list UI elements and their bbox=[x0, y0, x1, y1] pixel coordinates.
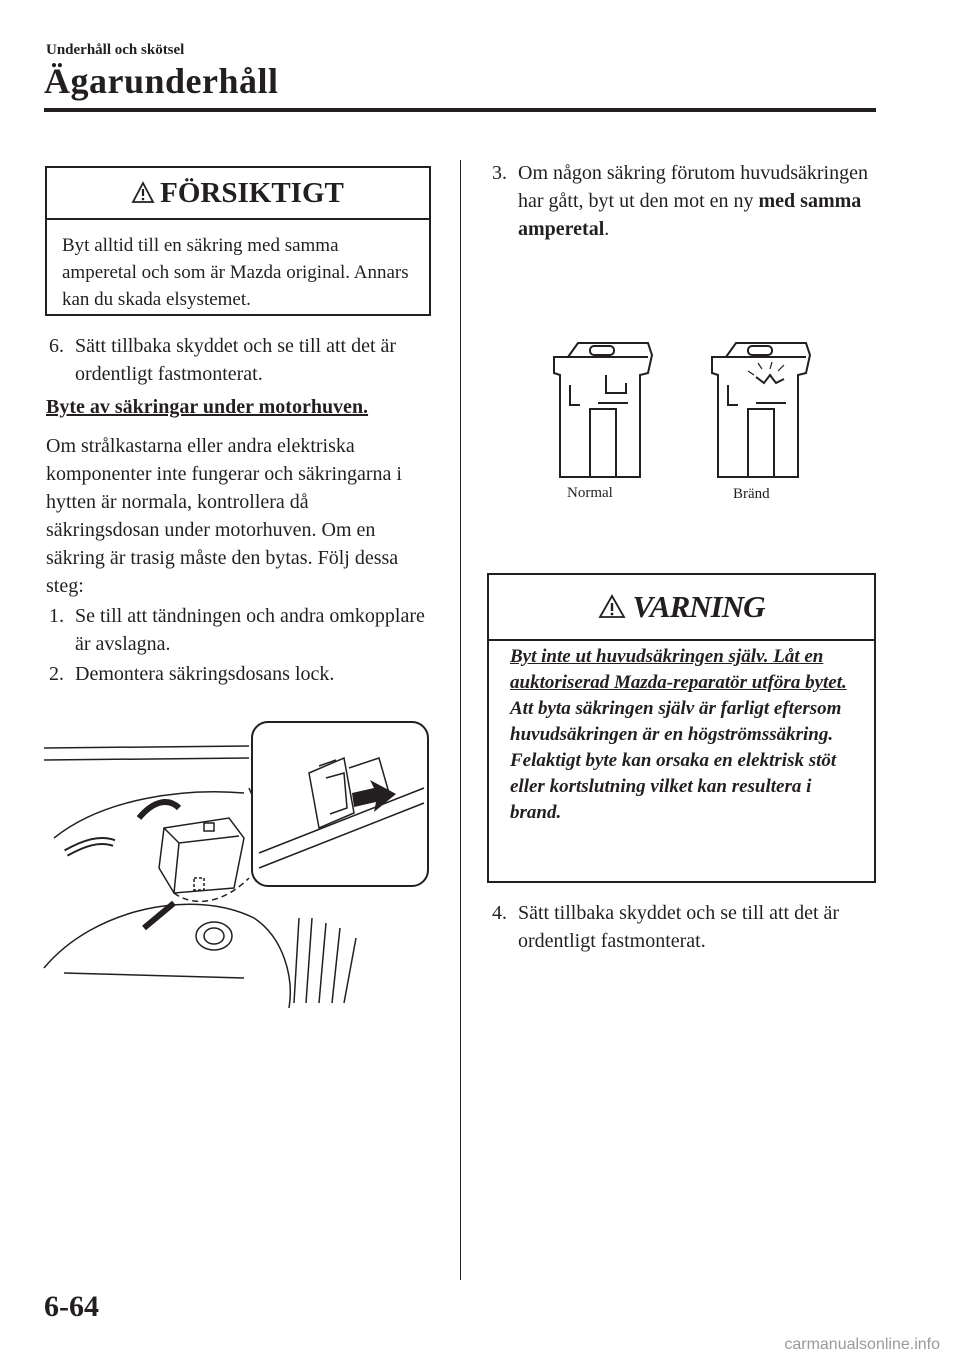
step-1 bbox=[49, 602, 429, 658]
warning-box bbox=[487, 573, 876, 883]
step-2-text: Demontera säkringsdosans lock. bbox=[75, 663, 335, 685]
step-3-bold-text: med samma amperetal bbox=[518, 190, 862, 240]
intro-paragraph: Om strålkastarna eller andra elektriska komponenter inte fungerar och säkringarna i hytten är normala, kontrollera då säkringsdosan under motorhuven. Om en säkring är trasig måste den bytas. Följ dessa steg: bbox=[46, 435, 402, 597]
caution-box bbox=[45, 166, 431, 316]
column-divider bbox=[460, 160, 461, 1280]
step-2 bbox=[49, 660, 429, 688]
page-number: 6-64 bbox=[44, 1290, 99, 1323]
warning-heading: VARNING bbox=[632, 589, 765, 624]
caution-heading: FÖRSIKTIGT bbox=[160, 176, 344, 209]
step-1-text: Se till att tändningen och andra omkopplare är avslagna. bbox=[75, 605, 425, 655]
caution-header bbox=[47, 168, 429, 220]
step-4-text: Sätt tillbaka skyddet och se till att det är ordentligt fastmonterat. bbox=[518, 902, 840, 952]
step-1-number: 1. bbox=[49, 605, 64, 627]
step-3-number: 3. bbox=[492, 162, 507, 184]
normal-fuse-illustration bbox=[548, 335, 658, 485]
fuse-replacement-subheading: Byte av säkringar under motorhuven. bbox=[46, 396, 369, 418]
step-2-number: 2. bbox=[49, 663, 64, 685]
caution-warning-icon bbox=[132, 182, 154, 204]
step-6 bbox=[49, 332, 429, 388]
step-4-number: 4. bbox=[492, 902, 507, 924]
normal-fuse-label: Normal bbox=[567, 485, 613, 501]
title-rule bbox=[44, 108, 876, 112]
blown-fuse-label: Bränd bbox=[733, 486, 770, 502]
step-4 bbox=[492, 899, 872, 955]
section-label: Underhåll och skötsel bbox=[46, 42, 185, 58]
blown-fuse-illustration bbox=[706, 335, 816, 485]
step-3-text: Om någon säkring förutom huvudsäkringen har gått, byt ut den mot en ny bbox=[518, 162, 868, 212]
chapter-title: Ägarunderhåll bbox=[44, 61, 279, 101]
warning-header bbox=[489, 575, 874, 641]
step-6-text: Sätt tillbaka skyddet och se till att det är ordentligt fastmonterat. bbox=[75, 335, 397, 385]
warning-text: Att byta säkringen själv är farligt eftersom huvudsäkringen är en högströmssäkring. Felaktigt byte kan orsaka en elektrisk stöt eller kortslutning vilket kan resultera i brand. bbox=[510, 698, 842, 823]
fuse-box-cover-illustration bbox=[44, 718, 434, 1008]
watermark: carmanualsonline.info bbox=[784, 1336, 940, 1353]
step-3-text-end: . bbox=[604, 218, 610, 240]
warning-underlined-text: Byt inte ut huvudsäkringen själv. Låt en auktoriserad Mazda-reparatör utföra bytet. bbox=[510, 646, 847, 693]
step-3 bbox=[492, 159, 872, 243]
warning-triangle-icon bbox=[599, 595, 625, 619]
step-6-number: 6. bbox=[49, 335, 64, 357]
caution-text: Byt alltid till en säkring med samma amperetal och som är Mazda original. Annars kan du skada elsystemet. bbox=[62, 235, 409, 310]
